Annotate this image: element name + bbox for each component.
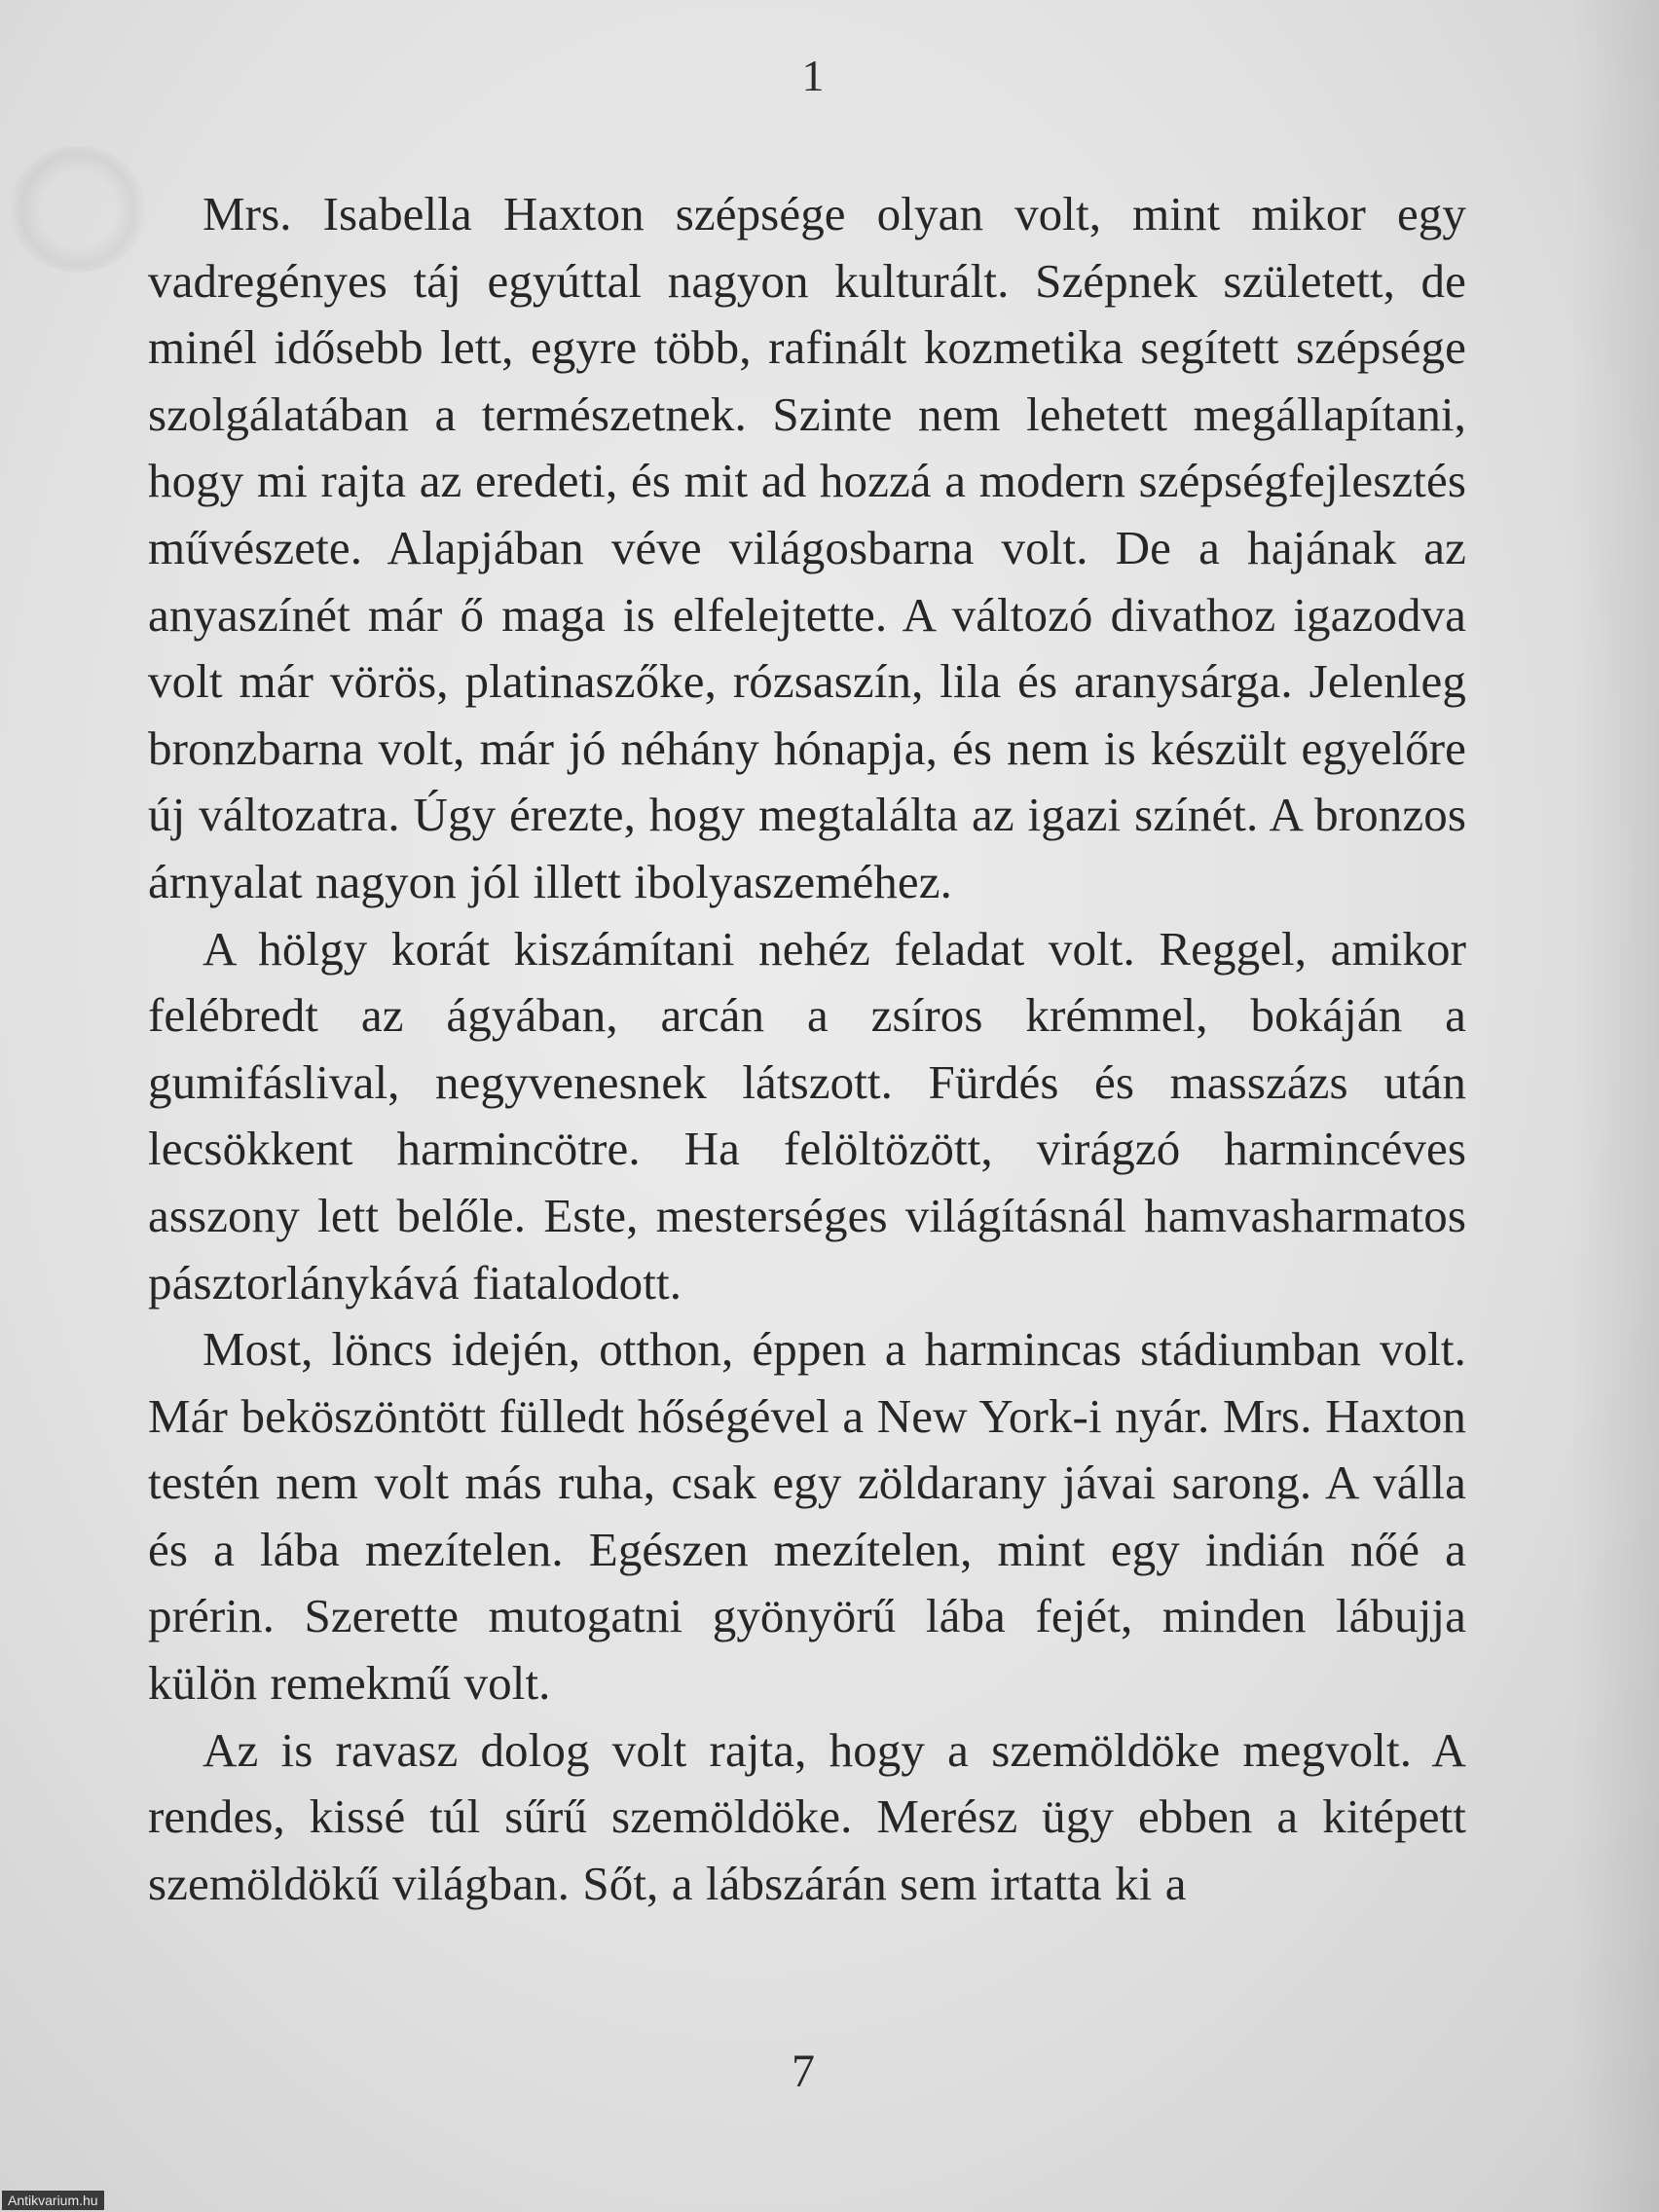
- body-text: [148, 181, 1466, 1917]
- paragraph-1: Mrs. Isabella Haxton szépsége olyan volt, mint mikor egy vadregényes táj egyúttal nagyon kulturált. Szépnek született, de minél idősebb lett, egyre több, rafinált kozmetika segített szépsége szolgálatában a természetnek. Szinte nem lehetett megállapítani, hogy mi rajta az eredeti, és mit ad hozzá a modern szépségfejlesztés művészete. Alapjában véve világosbarna volt. De a hajának az anyaszínét már ő maga is elfelejtette. A változó divathoz igazodva volt már vörös, platinaszőke, rózsaszín, lila és aranysárga. Jelenleg bronzbarna volt, már jó néhány hónapja, és nem is készült egyelőre új változatra. Úgy érezte, hogy megtalálta az igazi színét. A bronzos árnyalat nagyon jól illett ibolyaszeméhez.: [148, 187, 1466, 908]
- chapter-number: 1: [801, 51, 825, 100]
- page-edge-shadow: [1571, 0, 1659, 2212]
- paragraph-2: A hölgy korát kiszámítani nehéz feladat volt. Reggel, amikor felébredt az ágyában, arcán a zsíros krémmel, bokáján a gumifáslival, negyvenesnek látszott. Fürdés és masszázs után lecsökkent harmincötre. Ha felöltözött, virágzó harmincéves asszony lett belőle. Este, mesterséges világításnál hamvasharmatos pásztorlánykává fiatalodott.: [148, 921, 1466, 1309]
- watermark: Antikvarium.hu: [2, 2191, 104, 2210]
- paragraph-4: Az is ravasz dolog volt rajta, hogy a szemöldöke megvolt. A rendes, kissé túl sűrű szemöldöke. Merész ügy ebben a kitépett szemöldökű világban. Sőt, a lábszárán sem irtatta ki a: [148, 1722, 1466, 1910]
- paragraph-3: Most, löncs idején, otthon, éppen a harmincas stádiumban volt. Már beköszöntött fülledt hőségével a New York-i nyár. Mrs. Haxton testén nem volt más ruha, csak egy zöldarany jávai sarong. A válla és a lába mezítelen. Egészen mezítelen, mint egy indián nőé a prérin. Szerette mutogatni gyönyörű lába fejét, minden lábujja külön remekmű volt.: [148, 1322, 1466, 1711]
- page-number: 7: [792, 2046, 815, 2097]
- paper-stain: [10, 146, 146, 273]
